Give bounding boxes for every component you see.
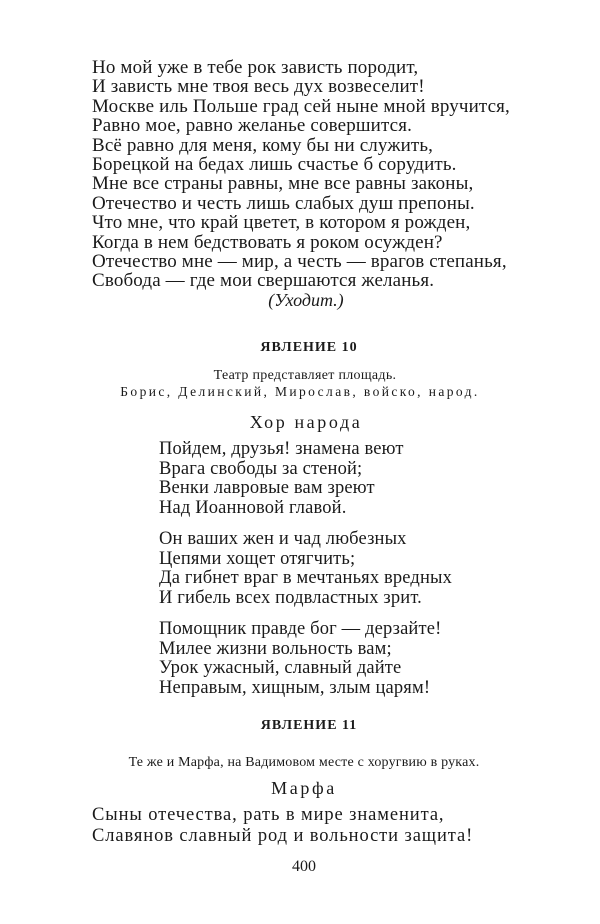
verse-line: Над Иоанновой главой.	[159, 497, 347, 518]
chorus-stanza-1	[159, 440, 404, 518]
verse-line: Когда в нем бедствовать я роком осужден?	[92, 231, 443, 253]
chorus-speaker-name: Хор народа	[249, 412, 363, 432]
verse-line: Венки лавровые вам зреют	[159, 478, 375, 499]
verse-line: Борецкой на бедах лишь счастье б соруд͏ить.	[92, 154, 457, 176]
verse-line: Врага свободы за стеной;	[159, 458, 363, 479]
verse-line: Отечество мне — мир, а честь — врагов степанья,	[92, 251, 507, 273]
page-number: 400	[292, 858, 316, 875]
chorus-stanza-3	[159, 620, 441, 698]
verse-line: Славянов славный род и вольности защита!	[92, 826, 474, 846]
verse-line: Мне все страны равны, мне все равны законы,	[92, 173, 474, 195]
verse-line: Урок ужасный, славный дайте	[159, 658, 402, 679]
verse-line: Милее жизни вольность вам;	[159, 638, 392, 659]
scene-11-heading: ЯВЛЕНИЕ 11	[260, 718, 358, 733]
verse-line: И гибель всех подвластных зрит.	[159, 587, 422, 608]
scene-10-setting: Театр представляет площадь.	[213, 368, 397, 383]
scene-10-heading: ЯВЛЕНИЕ 10	[260, 340, 358, 355]
exit-stage-direction: (Уходит.)	[268, 290, 344, 310]
verse-line: Но мой уже в тебе рок зависть породит,	[92, 57, 419, 78]
marfa-verse	[92, 805, 473, 847]
verse-line: Сыны отечества, рать в мире знаменита,	[92, 805, 445, 825]
verse-line: Что мне, что край цветет, в котором я рожден,	[92, 212, 471, 234]
verse-line: Помощник правде бог — дерзайте!	[159, 619, 442, 639]
verse-block-1	[92, 58, 510, 291]
verse-line: Свобода — где мои свершаются желанья.	[92, 270, 435, 292]
verse-line: Неправым, хищным, злым царям!	[159, 677, 431, 698]
marfa-speaker-name: Марфа	[271, 778, 337, 798]
verse-line: Он ваших жен и чад любезных	[159, 529, 407, 549]
scene-11-stage-direction: Те же и Марфа, на Вадимовом месте с хоругвию в руках.	[128, 755, 480, 770]
verse-line: Всё равно для меня, кому бы ни служить,	[92, 134, 434, 156]
verse-line: Равно мое, равно желанье совершится.	[92, 115, 413, 137]
verse-line: Отечество и честь лишь слабых душ препоны.	[92, 192, 475, 214]
verse-line: Да гибнет враг в мечтаньях вредных	[159, 568, 452, 589]
verse-line: Пойдем, друзья! знамена веют	[159, 439, 404, 459]
verse-line: Москве иль Польше град сей ныне мной вручится,	[92, 95, 510, 117]
verse-line: Цепями хощет отягчить;	[159, 548, 356, 569]
verse-line: И зависть мне твоя весь дух возвеселит!	[92, 76, 425, 98]
scene-10-characters: Борис, Делинский, Мирослав, войско, народ.	[120, 384, 480, 399]
chorus-stanza-2	[159, 530, 452, 608]
